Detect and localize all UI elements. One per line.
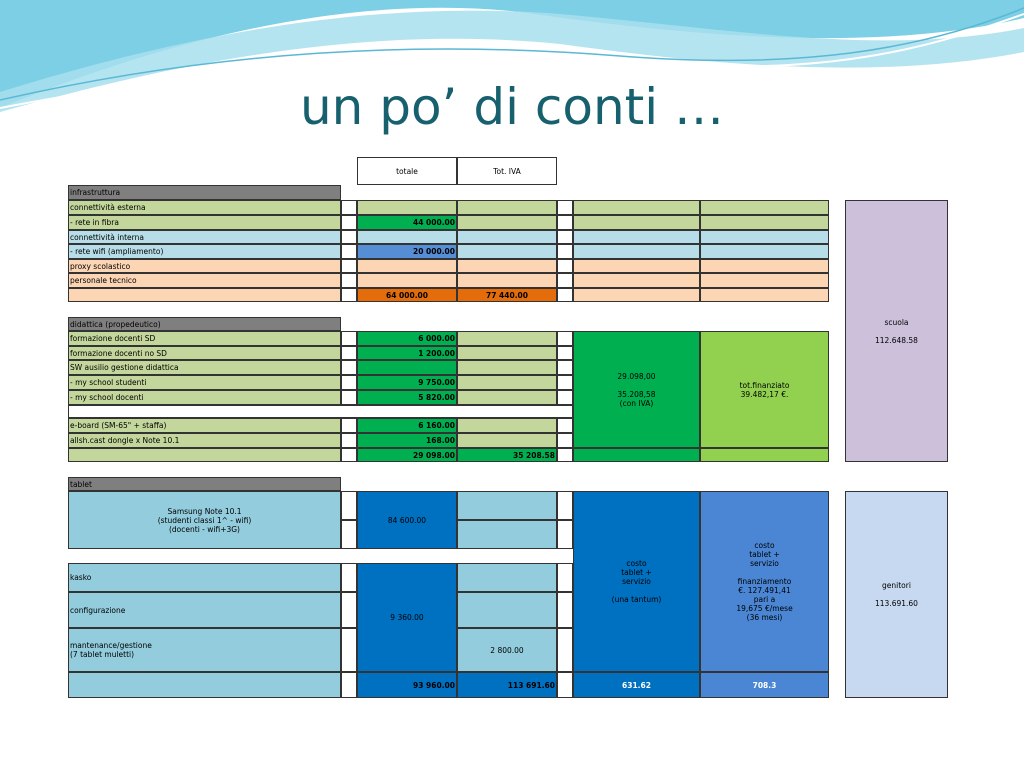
didattica-finanziato: tot.finanziato 39.482,17 €. — [700, 331, 829, 448]
tablet-device-value: 84 600.00 — [357, 491, 457, 549]
didattica-summary: 29.098,00 35.208,58 (con IVA) — [573, 331, 700, 448]
row-label: - my school studenti — [68, 375, 341, 390]
costo-value: 631.62 — [573, 672, 700, 698]
row-label: kasko — [68, 563, 341, 592]
tablet-device: Samsung Note 10.1 (studenti classi 1^ - wifi) (docenti - wifi+3G) — [68, 491, 341, 549]
row-value: 6 000.00 — [357, 331, 457, 346]
row-label: connettività interna — [68, 230, 341, 244]
genitori-box — [845, 491, 948, 698]
row-label: configurazione — [68, 592, 341, 628]
infra-total-iva: 77 440.00 — [457, 288, 557, 302]
section-tablet: tablet — [68, 477, 341, 491]
scuola-box — [845, 200, 948, 462]
tablet-extra-value: 9 360.00 — [357, 563, 457, 672]
row-label: SW ausilio gestione didattica — [68, 360, 341, 375]
row-value: 1 200.00 — [357, 346, 457, 360]
row-label: proxy scolastico — [68, 259, 341, 273]
didattica-total-iva: 35 208.58 — [457, 448, 557, 462]
genitori-value: 113.691.60 — [875, 599, 918, 608]
row-value: 168.00 — [357, 433, 457, 448]
row-label: formazione docenti SD — [68, 331, 341, 346]
costo-mese-value: 708.3 — [700, 672, 829, 698]
row-label: allsh.cast dongle x Note 10.1 — [68, 433, 341, 448]
manutenzione-iva: 2 800.00 — [457, 628, 557, 672]
costo-mese-box: costo tablet + servizio finanziamento €. 127.491,41 pari a 19,675 €/mese (36 mesi) — [700, 491, 829, 672]
row-label: - rete wifi (ampliamento) — [68, 244, 341, 259]
row-label: personale tecnico — [68, 273, 341, 288]
slide-title: un po’ di conti … — [299, 78, 725, 136]
row-value: 6 160.00 — [357, 418, 457, 433]
section-didattica: didattica (propedeutico) — [68, 317, 341, 331]
scuola-value: 112.648.58 — [875, 335, 918, 345]
row-value: 44 000.00 — [357, 215, 457, 230]
header-totale: totale — [357, 157, 457, 185]
row-label: e-board (SM-65" + staffa) — [68, 418, 341, 433]
scuola-label: scuola — [884, 317, 909, 327]
row-label: - rete in fibra — [68, 215, 341, 230]
tablet-total: 93 960.00 — [357, 672, 457, 698]
header-tot-iva: Tot. IVA — [457, 157, 557, 185]
tablet-total-iva: 113 691.60 — [457, 672, 557, 698]
row-label: mantenance/gestione (7 tablet muletti) — [68, 628, 341, 672]
row-value: 5 820.00 — [357, 390, 457, 405]
row-value: 20 000.00 — [357, 244, 457, 259]
row-label: - my school docenti — [68, 390, 341, 405]
genitori-label: genitori — [882, 581, 911, 590]
costo-box: costo tablet + servizio (una tantum) — [573, 491, 700, 672]
row-value: 9 750.00 — [357, 375, 457, 390]
infra-total: 64 000.00 — [357, 288, 457, 302]
row-label: connettività esterna — [68, 200, 341, 215]
section-infrastruttura: infrastruttura — [68, 185, 341, 200]
didattica-total: 29 098.00 — [357, 448, 457, 462]
row-label: formazione docenti no SD — [68, 346, 341, 360]
